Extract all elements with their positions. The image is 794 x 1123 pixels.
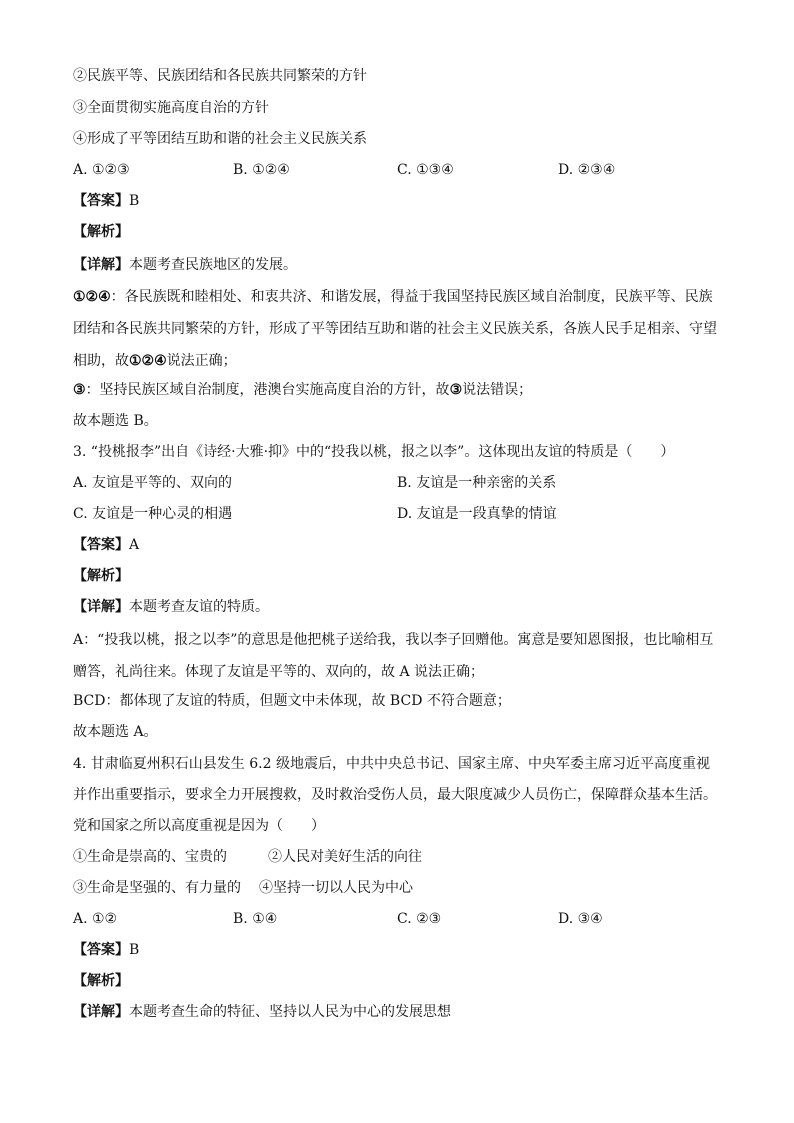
q3-detail [73, 597, 269, 617]
detail-text: 本题考查生命的特征、坚持以人民为中心的发展思想 [129, 1004, 451, 1020]
marks: ①②④ [73, 289, 111, 305]
q2-option-b: B. ①②④ [233, 162, 290, 178]
explanation-text: ：坚持民族区域自治制度，港澳台实施高度自治的方针，故 [85, 382, 450, 398]
q2-item-3: ③全面贯彻实施高度自治的方针 [73, 100, 269, 116]
detail-tag: 【详解】 [73, 257, 129, 273]
q2-option-c: C. ①③④ [397, 162, 454, 178]
detail-text: 本题考查民族地区的发展。 [129, 257, 297, 273]
q4-analysis-tag: 【解析】 [73, 973, 129, 989]
q3-option-d: D. 友谊是一段真挚的情谊 [397, 506, 557, 522]
explanation-end: 说法错误； [462, 382, 533, 398]
q4-item-1: ①生命是崇高的、宝贵的 [73, 849, 227, 865]
q2-explanation-2 [73, 380, 532, 400]
q4-item-3: ③生命是坚强的、有力量的 [73, 880, 241, 896]
q2-conclusion: 故本题选 B。 [73, 413, 158, 429]
explanation-text: ：各民族既和睦相处、和衷共济、和谐发展，得益于我国坚持民族区域自治制度，民族平等、民族团结和各民族共同繁荣的方针，形成了平等团结互助和谐的社会主义民族关系，各族人民手足相亲、守望相助，故 [73, 289, 717, 369]
q2-analysis-tag: 【解析】 [73, 224, 129, 240]
detail-text: 本题考查友谊的特质。 [129, 599, 269, 615]
q4-stem: 4. 甘肃临夏州积石山县发生 6.2 级地震后，中共中央总书记、国家主席、中央军委主席习近平高度重视并作出重要指示，要求全力开展搜救，及时救治受伤人员，最大限度减少人员伤亡，保障群众基本生活。党和国家之所以高度重视是因为（ ） [73, 756, 717, 834]
q2-answer [73, 191, 139, 211]
q3-option-b: B. 友谊是一种亲密的关系 [397, 475, 557, 491]
q4-detail [73, 1002, 451, 1022]
q4-item-4: ④坚持一切以人民为中心 [259, 880, 413, 896]
detail-tag: 【详解】 [73, 1004, 129, 1020]
answer-tag: 【答案】 [73, 942, 129, 958]
answer-tag: 【答案】 [73, 537, 129, 553]
q4-item-2: ②人民对美好生活的向往 [268, 849, 422, 865]
marks: ③ [73, 382, 86, 398]
detail-tag: 【详解】 [73, 599, 129, 615]
q3-answer [73, 535, 139, 555]
q3-explanation-1: A：“投我以桃，报之以李”的意思是他把桃子送给我，我以李子回赠他。寓意是要知恩图报，也比喻相互赠答，礼尚往来。体现了友谊是平等的、双向的，故 A 说法正确； [73, 632, 714, 680]
q4-option-c: C. ②③ [397, 911, 442, 927]
answer-value: A [129, 537, 140, 553]
q2-detail [73, 255, 297, 275]
explanation-end: 说法正确； [166, 353, 237, 369]
q4-option-b: B. ①④ [233, 911, 278, 927]
q3-option-a: A. 友谊是平等的、双向的 [73, 475, 233, 491]
q3-stem: 3. “投桃报李”出自《诗经·大雅·抑》中的“投我以桃，报之以李”。这体现出友谊的特质是（ ） [73, 444, 675, 460]
q4-option-d: D. ③④ [558, 911, 603, 927]
answer-value: B [129, 942, 140, 958]
q2-explanation-1 [73, 281, 723, 377]
q3-analysis-tag: 【解析】 [73, 568, 129, 584]
q4-answer [73, 940, 139, 960]
q4-option-a: A. ①② [73, 911, 118, 927]
q2-option-a: A. ①②③ [73, 162, 130, 178]
marks: ①②④ [129, 353, 167, 369]
q3-conclusion: 故本题选 A。 [73, 724, 158, 740]
q2-item-4: ④形成了平等团结互助和谐的社会主义民族关系 [73, 131, 367, 147]
marks: ③ [449, 382, 463, 398]
q3-option-c: C. 友谊是一种心灵的相遇 [73, 506, 233, 522]
q2-option-d: D. ②③④ [558, 162, 616, 178]
q3-explanation-2: BCD：都体现了友谊的特质，但题文中未体现，故 BCD 不符合题意； [73, 693, 511, 709]
q2-item-2: ②民族平等、民族团结和各民族共同繁荣的方针 [73, 68, 367, 84]
answer-tag: 【答案】 [73, 193, 129, 209]
answer-value: B [129, 193, 140, 209]
